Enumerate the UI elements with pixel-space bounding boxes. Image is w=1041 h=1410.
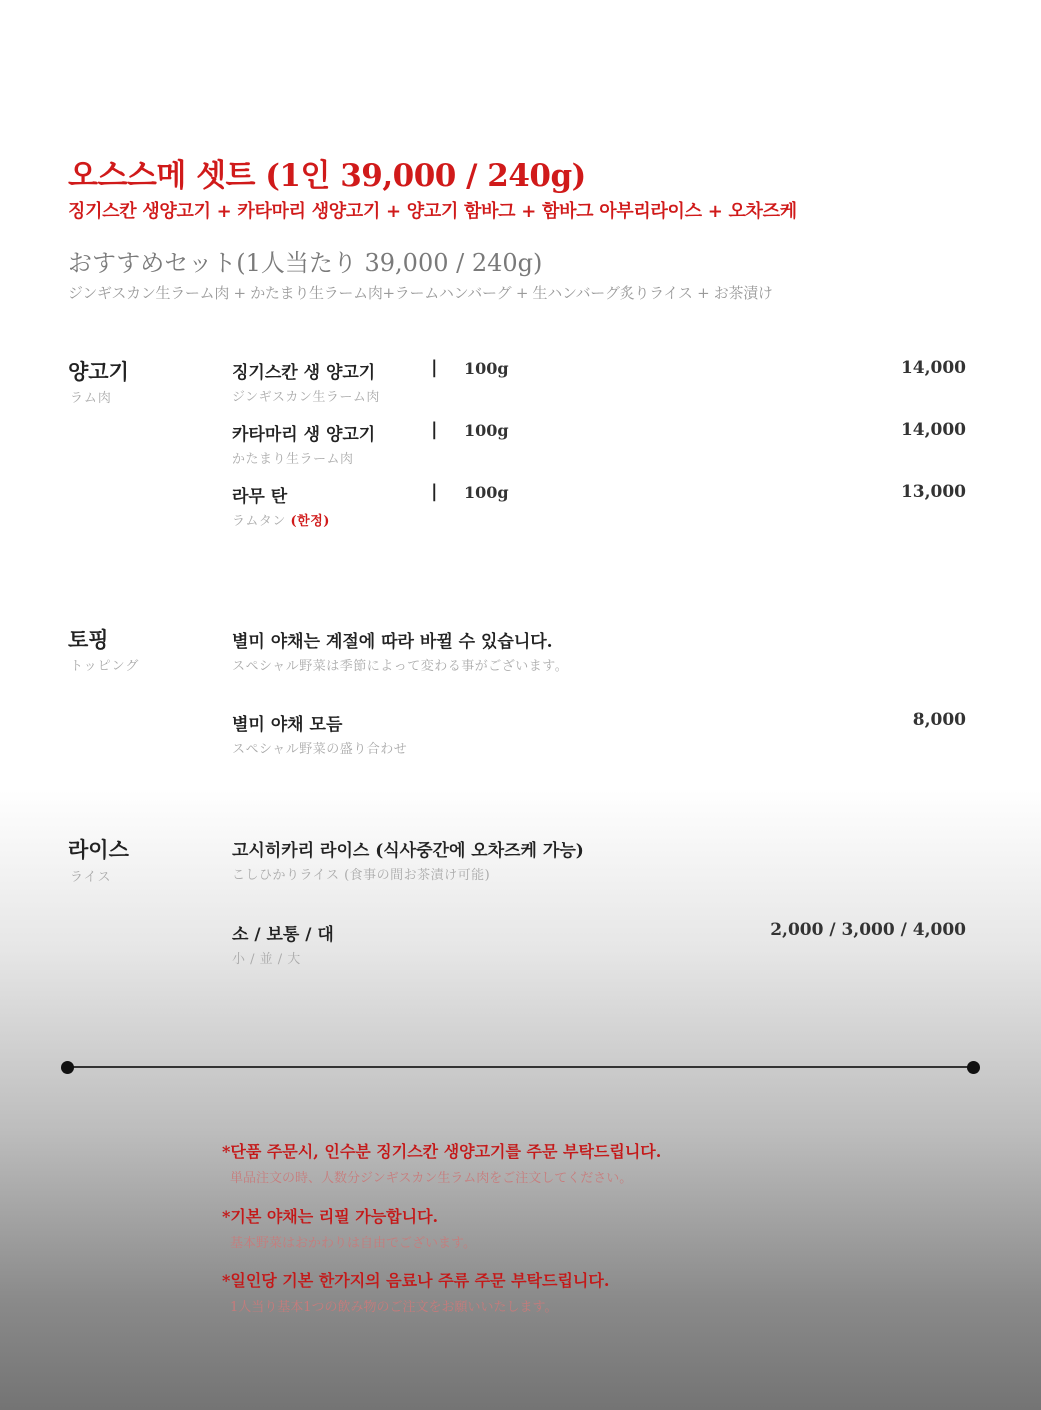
set-description-japanese: ジンギスカン生ラーム肉 + かたまり生ラーム肉+ラームハンバーグ + 生ハンバーグ炙りライス + お茶漬け xyxy=(68,284,773,302)
limited-badge: (한정) xyxy=(290,514,330,529)
category-lamb-japanese: ラム肉 xyxy=(70,391,112,406)
rice-size-korean: 소 / 보통 / 대 xyxy=(232,925,334,945)
divider-dot-left xyxy=(61,1061,74,1074)
note-japanese: 基本野菜はおかわりは自由でございます。 xyxy=(230,1236,476,1251)
rice-size-japanese: 小 / 並 / 大 xyxy=(232,952,301,967)
topping-info-korean: 별미 야채는 계절에 따라 바뀔 수 있습니다. xyxy=(232,632,553,652)
rice-info-japanese: こしひかりライス (食事の間お茶漬け可能) xyxy=(232,868,491,883)
item-price: 14,000 xyxy=(900,358,966,378)
menu-item-name-korean: 별미 야채 모듬 xyxy=(232,715,343,735)
menu-item-name-japanese: スペシャル野菜の盛り合わせ xyxy=(232,742,408,757)
item-amount: 100g xyxy=(464,483,509,502)
note-japanese: 単品注文の時、人数分ジンギスカン生ラム肉をご注文してください。 xyxy=(230,1171,633,1186)
topping-info-japanese: スペシャル野菜は季節によって変わる事がございます。 xyxy=(232,659,569,674)
category-topping-korean: 토핑 xyxy=(68,627,109,652)
item-price: 8,000 xyxy=(912,710,966,730)
note-korean: *단품 주문시, 인수분 징기스칸 생양고기를 주문 부탁드립니다. xyxy=(222,1142,662,1161)
note-japanese: 1人当り基本1つの飲み物のご注文をお願いいたします。 xyxy=(230,1300,558,1315)
set-description-korean: 징기스칸 생양고기 + 카타마리 생양고기 + 양고기 함바그 + 함바그 아부리라이스 + 오차즈케 xyxy=(68,201,797,222)
category-rice-korean: 라이스 xyxy=(68,837,129,862)
menu-item-name-japanese xyxy=(232,510,330,529)
item-amount: 100g xyxy=(464,421,509,440)
item-price: 13,000 xyxy=(900,482,966,502)
item-price: 14,000 xyxy=(900,420,966,440)
category-topping-japanese: トッピング xyxy=(70,659,140,674)
menu-item-name-japanese: かたまり生ラーム肉 xyxy=(232,452,354,467)
menu-item-name-korean: 징기스칸 생 양고기 xyxy=(232,363,376,383)
menu-item-name-korean: 라무 탄 xyxy=(232,487,288,507)
category-lamb-korean: 양고기 xyxy=(68,359,129,384)
rice-info-korean: 고시히카리 라이스 (식사중간에 오차즈케 가능) xyxy=(232,841,584,861)
divider-line xyxy=(68,1066,973,1068)
item-separator: | xyxy=(431,481,438,502)
menu-item-name-japanese: ジンギスカン生ラーム肉 xyxy=(232,390,380,405)
category-rice-japanese: ライス xyxy=(70,870,112,885)
set-title-japanese: おすすめセット(1人当たり 39,000 / 240g) xyxy=(68,249,543,277)
menu-item-name-korean: 카타마리 생 양고기 xyxy=(232,425,376,445)
item-japanese-text: ラムタン xyxy=(232,514,286,529)
note-korean: *기본 야채는 리필 가능합니다. xyxy=(222,1207,439,1226)
set-title-korean: 오스스메 셋트 (1인 39,000 / 240g) xyxy=(68,158,586,194)
item-separator: | xyxy=(431,419,438,440)
note-korean: *일인당 기본 한가지의 음료나 주류 주문 부탁드립니다. xyxy=(222,1271,610,1290)
divider-dot-right xyxy=(967,1061,980,1074)
item-price: 2,000 / 3,000 / 4,000 xyxy=(770,920,966,940)
item-amount: 100g xyxy=(464,359,509,378)
item-separator: | xyxy=(431,357,438,378)
